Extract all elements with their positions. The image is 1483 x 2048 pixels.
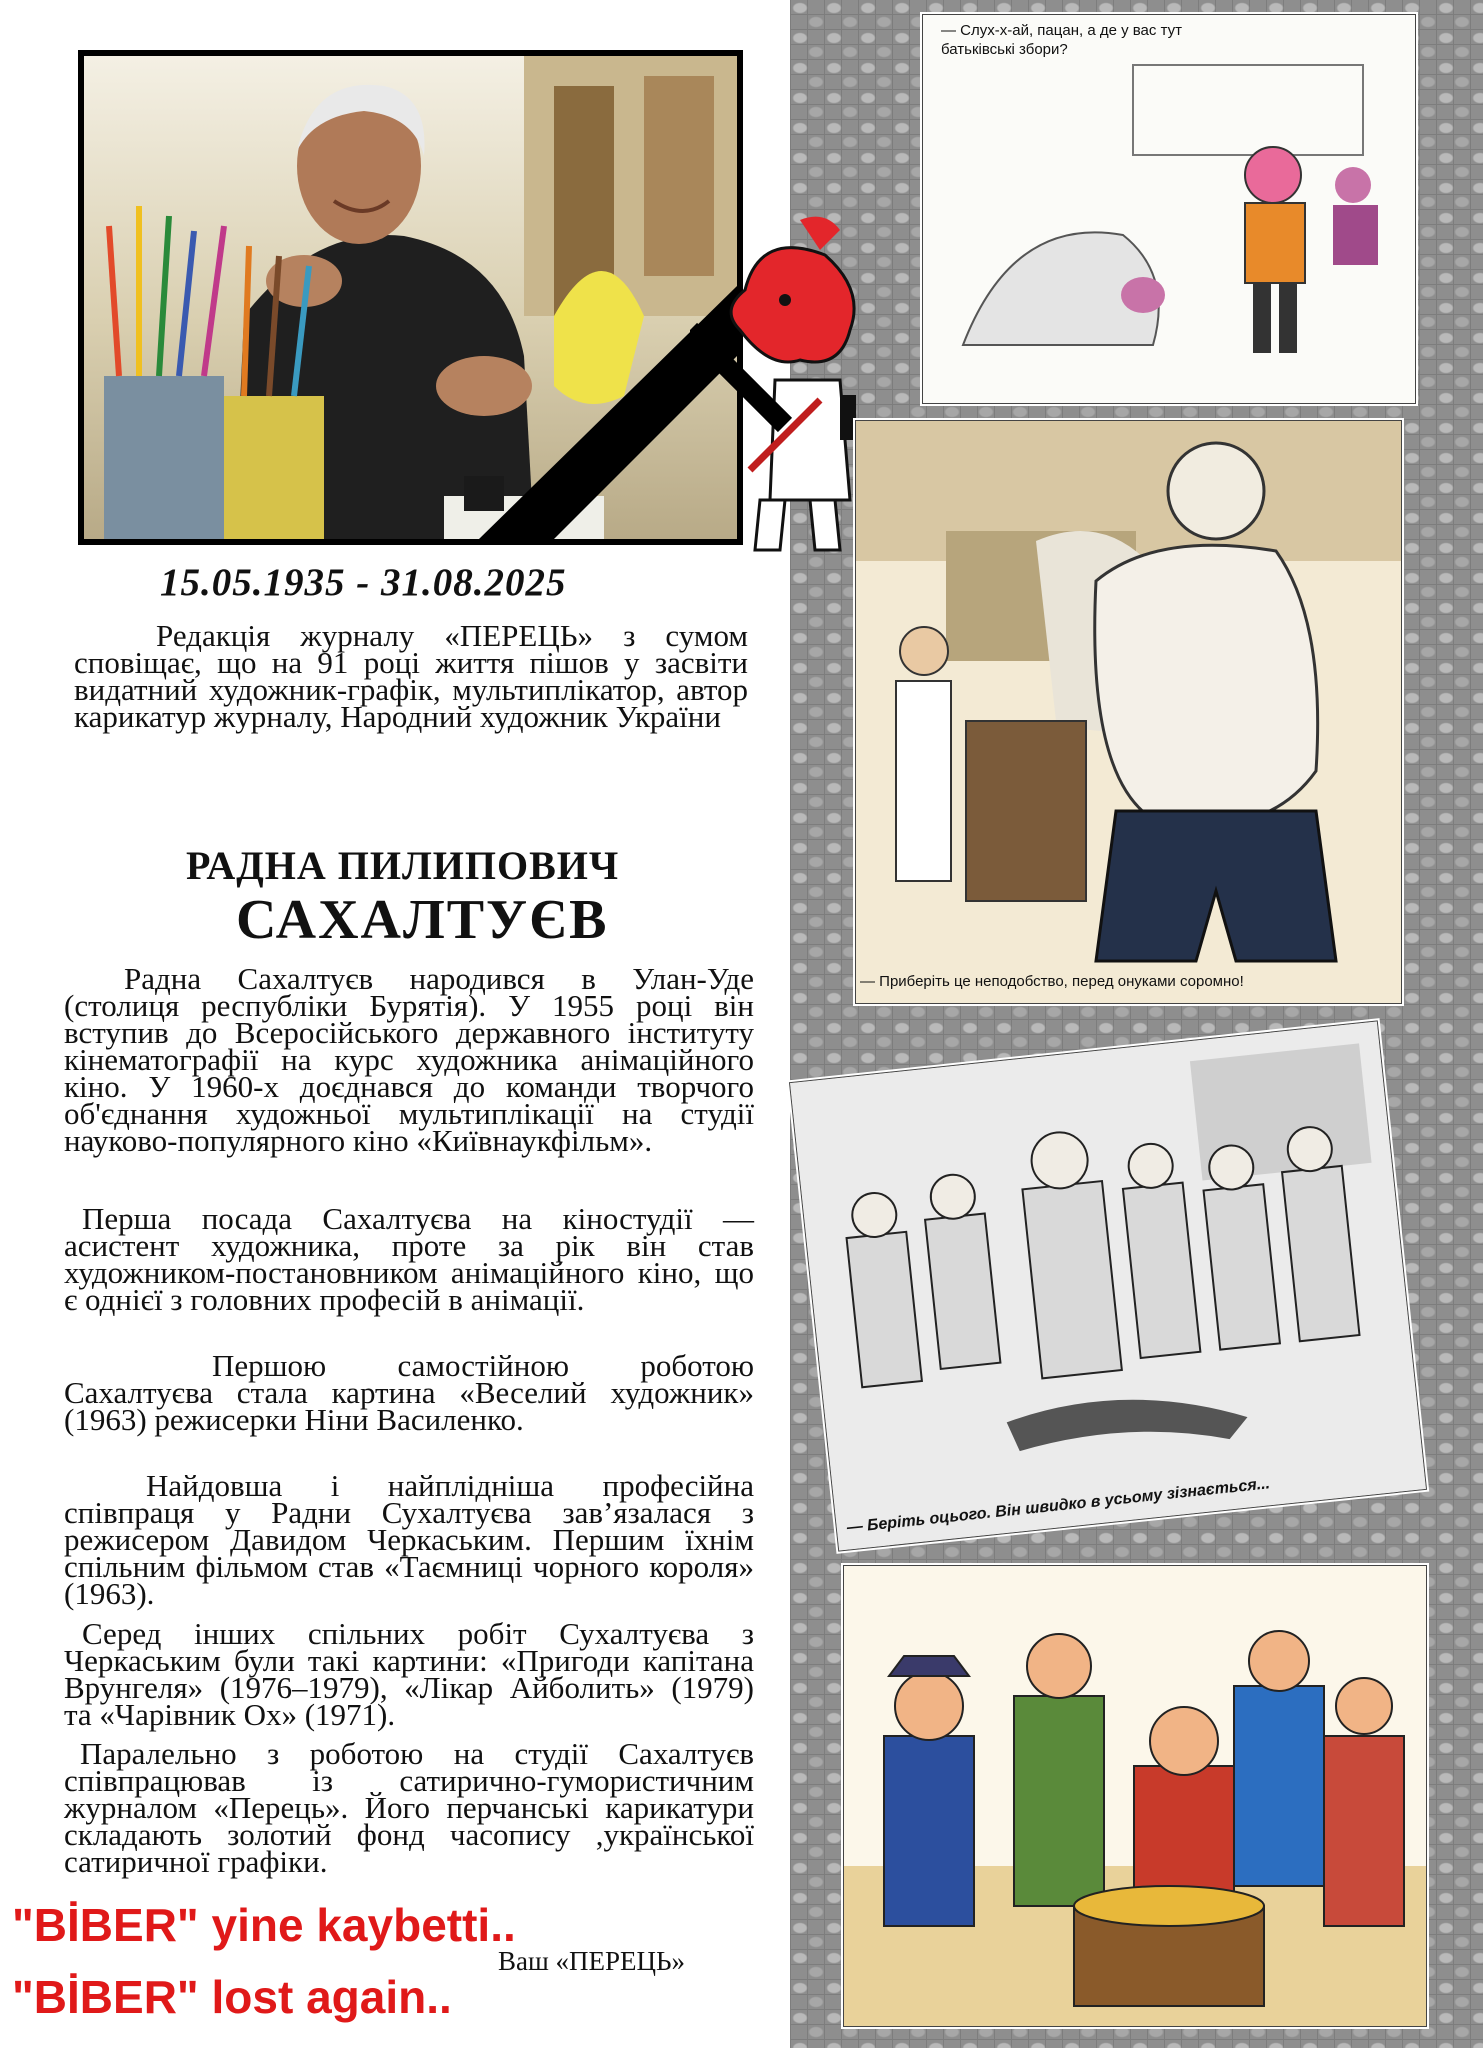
biber-line-english: "BİBER" lost again.. bbox=[12, 1971, 452, 2023]
cartoon-pirates bbox=[843, 1565, 1427, 2027]
intro-paragraph: Редакція журналу «ПЕРЕЦЬ» з сумом сповіщає, що на 91 році життя пішов у засвіти видатний художник-графік, мультиплікатор, автор карикатур журналу, Народний художник України bbox=[74, 618, 748, 734]
cartoon-3-caption: — Беріть оцього. Він швидко в усьому зізнається... bbox=[845, 1475, 1271, 1537]
life-dates: 15.05.1935 - 31.08.2025 bbox=[160, 561, 567, 604]
portrait-illustration bbox=[84, 56, 737, 539]
cartoon-butcher-shop bbox=[855, 420, 1402, 1004]
cartoon-1-caption: — Слух-х-ай, пацан, а де у вас тут батьківські збори? bbox=[941, 22, 1182, 58]
bio-paragraph-2: Перша посада Сахалтуєва на кіностудії — асистент художника, проте за рік він став художником-постановником анімаційного кіно, що є однієї з головних професій в анімації. bbox=[64, 1201, 754, 1317]
bio-paragraph-3: Першою самостійною роботою Сахалтуєва стала картина «Веселий художник» (1963) режисерки Ніни Василенко. bbox=[64, 1348, 754, 1437]
biber-line-turkish: "BİBER" yine kaybetti.. bbox=[12, 1899, 516, 1951]
signature: Ваш «ПЕРЕЦЬ» bbox=[498, 1946, 686, 1976]
pepper-mascot-illustration bbox=[690, 210, 880, 560]
cartoon-2-caption: — Приберіть це неподобство, перед онуками соромно! bbox=[860, 973, 1244, 990]
cartoon-2-drawing bbox=[856, 421, 1401, 1003]
cartoon-parents-meeting bbox=[922, 14, 1416, 404]
cartoon-1-drawing bbox=[923, 15, 1415, 403]
bio-paragraph-6: Паралельно з роботою на студії Сахалтуєв співпрацював із сатирично-гумористичним журналом «Перець». Його перчанські карикатури складають золотий фонд часопису ,української сатиричної графіки. bbox=[64, 1736, 754, 1879]
bio-paragraph-5: Серед інших спільних робіт Сухалтуєва з Черкаським були такі картини: «Пригоди капітана Врунгеля» (1976–1979), «Лікар Айболить» (1979) та «Чарівник Ох» (1971). bbox=[64, 1616, 754, 1732]
cartoon-interrogation bbox=[789, 1020, 1427, 1551]
bio-paragraph-4: Найдовша і найплідніша професійна співпраця у Радни Сухалтуєва зав’язалася з режисером Давидом Черкаським. Першим їхнім спільним фільмом став «Таємниці чорного короля» (1963). bbox=[64, 1468, 754, 1611]
cartoon-4-drawing bbox=[844, 1566, 1426, 2026]
first-name-patronymic: РАДНА ПИЛИПОВИЧ bbox=[186, 843, 620, 888]
surname: САХАЛТУЄВ bbox=[236, 889, 609, 951]
bio-paragraph-1: Радна Сахалтуєв народився в Улан-Уде (столиця республіки Бурятія). У 1955 році він вступив до Всеросійського державного інституту кінематографії на курс художника анімаційного кіно. У 1960-х доєднався до команди творчого об'єднання художньої мультиплікації на студії науково-популярного кіно «Київнаукфільм». bbox=[64, 961, 754, 1158]
portrait-photo bbox=[78, 50, 743, 545]
